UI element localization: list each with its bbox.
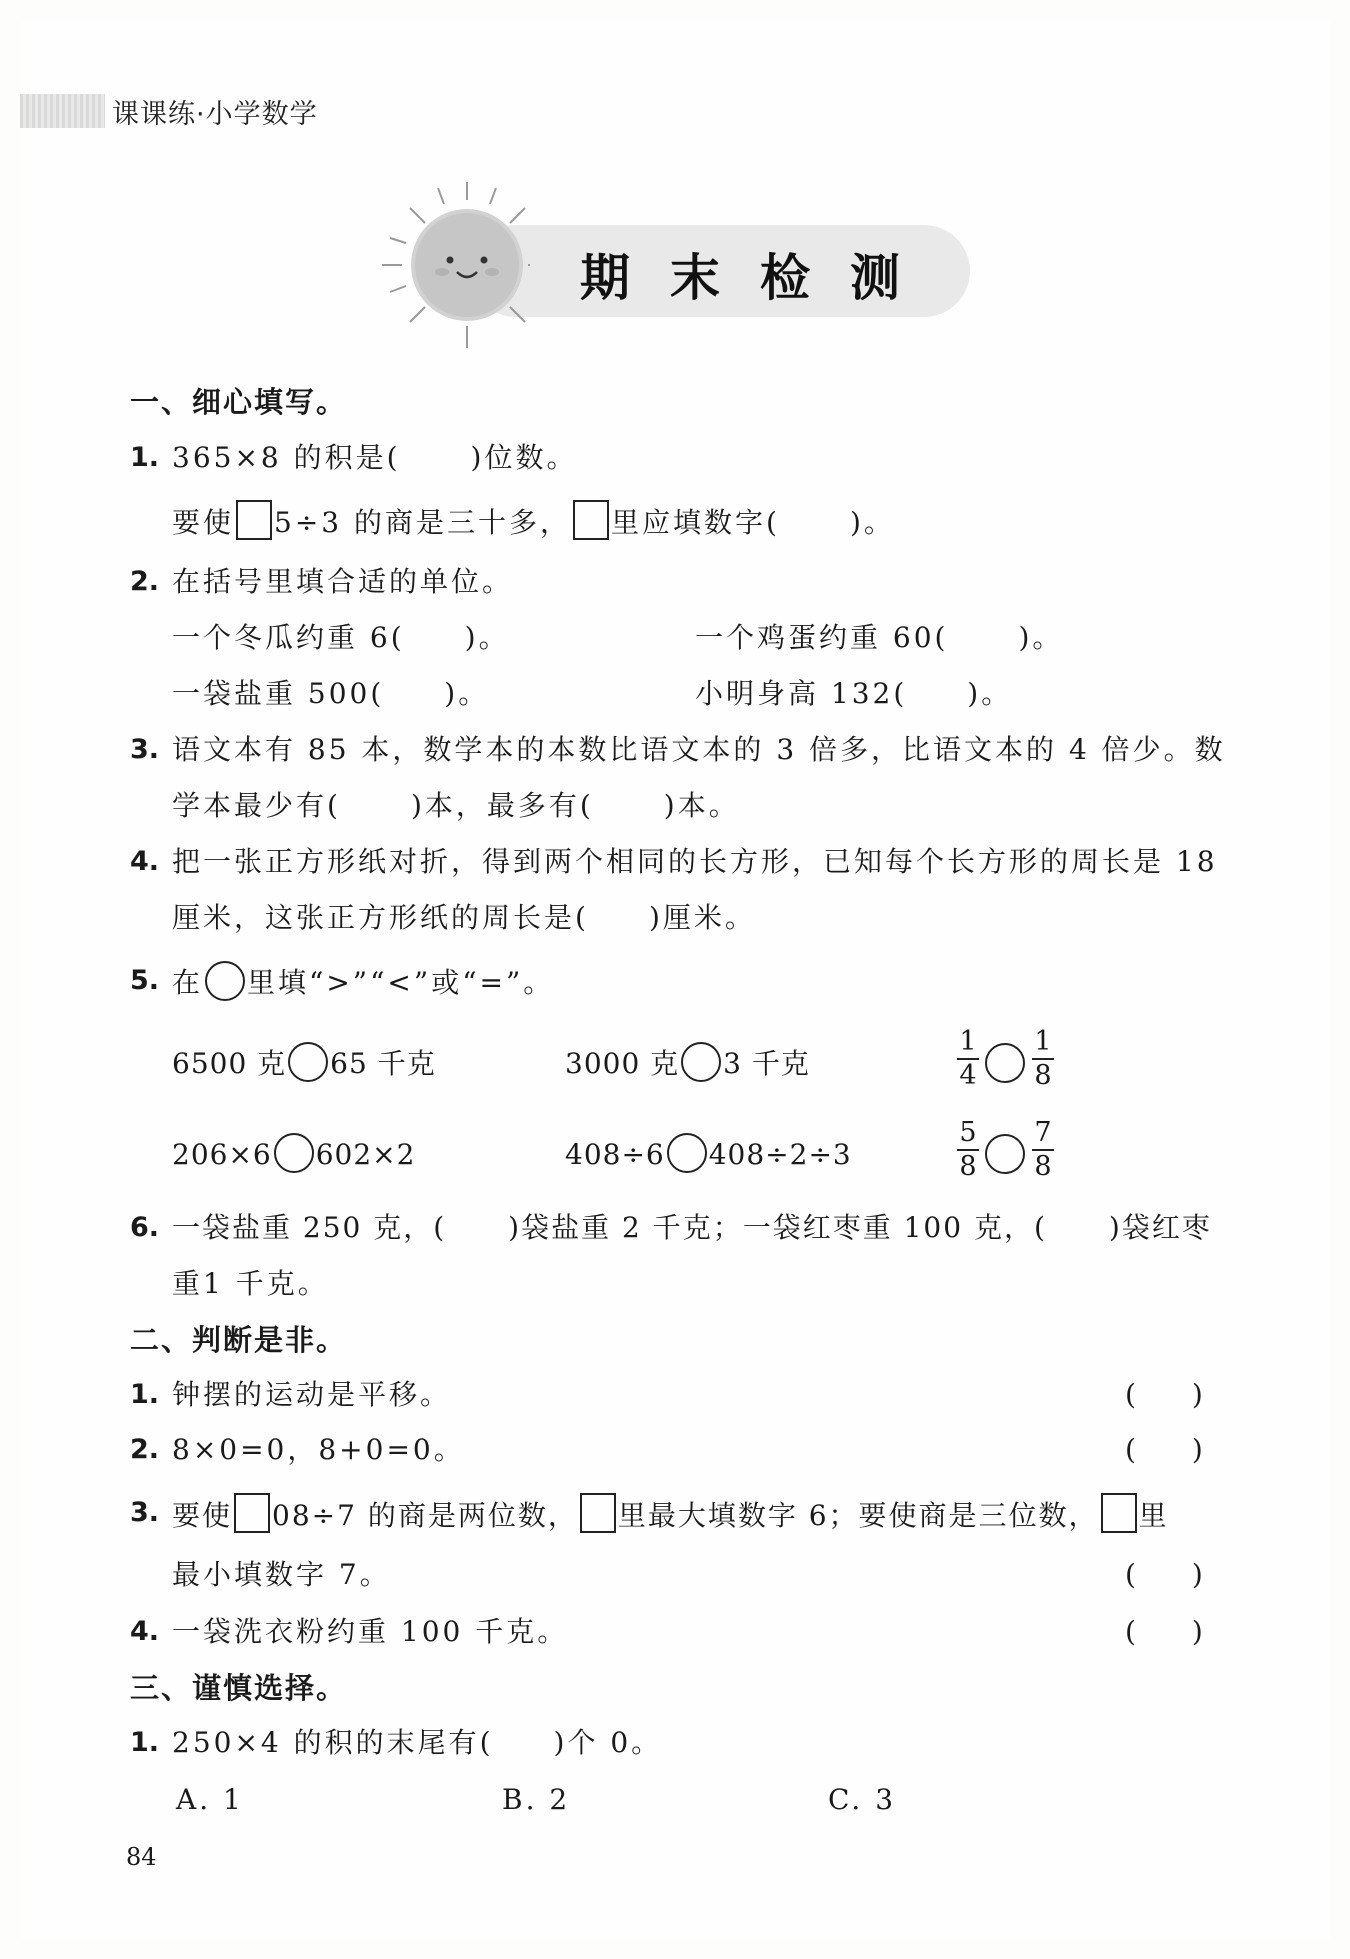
- q1-2-c-text: 一袋盐重 500(: [172, 677, 385, 710]
- sun-icon: [370, 180, 530, 350]
- page-title: 期末检测: [580, 249, 940, 307]
- q1-4-b: )厘米。: [648, 901, 756, 934]
- blank-box[interactable]: [573, 500, 609, 540]
- q1-5-number: 5.: [130, 965, 160, 996]
- q1-3-line2: [172, 786, 740, 826]
- q2-4-text: 一袋洗衣粉约重 100 千克。: [172, 1615, 569, 1648]
- compare-circle[interactable]: [288, 1042, 328, 1082]
- q1-1-text-a: 365×8 的积是(: [172, 441, 401, 474]
- cmp-b-left: 3000 克: [565, 1047, 680, 1080]
- compare-row-2a: [172, 1133, 415, 1175]
- q2-3-d: 里: [1138, 1499, 1169, 1532]
- compare-row-2b: [565, 1133, 852, 1175]
- compare-circle[interactable]: [985, 1043, 1025, 1083]
- compare-circle[interactable]: [274, 1133, 314, 1173]
- fraction-1-4: [955, 1027, 981, 1091]
- q1-3-a: 学本最少有(: [172, 789, 341, 822]
- fraction-1-8: [1030, 1027, 1056, 1091]
- q1-3-number: 3.: [130, 734, 160, 765]
- q1-4-a: 厘米，这张正方形纸的周长是(: [172, 901, 589, 934]
- q2-3-c: 里最大填数字 6；要使商是三位数，: [617, 1499, 1099, 1532]
- page-number: 84: [126, 1843, 157, 1871]
- q1-2-c-end: )。: [444, 677, 490, 710]
- q2-1-text: 钟摆的运动是平移。: [172, 1378, 452, 1411]
- q2-2-number: 2.: [130, 1434, 160, 1465]
- frac-den: 4: [959, 1060, 977, 1091]
- q1-5-text: [172, 961, 554, 1003]
- q2-3-line1: [172, 1493, 1169, 1536]
- q3-1-b: )个 0。: [553, 1726, 663, 1759]
- answer-paren[interactable]: ( ): [1125, 1433, 1203, 1466]
- cmp-b-right: 3 千克: [723, 1047, 810, 1080]
- q2-4-number: 4.: [130, 1616, 160, 1647]
- fraction-5-8: [955, 1118, 981, 1182]
- q1-6-line1: [172, 1208, 1212, 1248]
- q1-4-number: 4.: [130, 846, 160, 877]
- q2-3-line2: 最小填数字 7。: [172, 1558, 391, 1591]
- blank-box[interactable]: [234, 1493, 270, 1533]
- q1-2-b: [695, 618, 1063, 658]
- q1-2-d: [695, 674, 1012, 714]
- section-2-title: 二、判断是非。: [130, 1323, 348, 1357]
- q1-1-text-f: )。: [849, 506, 895, 539]
- title-banner: [370, 180, 980, 350]
- q1-1-text-c: 要使: [172, 506, 235, 539]
- q3-1-text: [172, 1723, 662, 1763]
- q1-3-line1: 语文本有 85 本，数学本的本数比语文本的 3 倍多，比语文本的 4 倍少。数: [172, 733, 1226, 766]
- q1-2-a: [172, 618, 510, 658]
- cmp-e-left: 408÷6: [565, 1138, 665, 1171]
- q1-6-c: )袋红枣: [1108, 1211, 1212, 1244]
- option-a[interactable]: A. 1: [176, 1783, 244, 1816]
- q1-2-text: 在括号里填合适的单位。: [172, 565, 514, 598]
- option-c[interactable]: C. 3: [828, 1783, 897, 1816]
- q1-2-c: [172, 674, 489, 714]
- q1-5-t1: 在: [172, 966, 204, 999]
- q1-2-b-end: )。: [1018, 621, 1064, 654]
- blank-box[interactable]: [236, 500, 272, 540]
- frac-num: 7: [1034, 1117, 1052, 1148]
- q1-1-line1: [172, 438, 577, 478]
- q1-3-b: )本，最多有(: [410, 789, 594, 822]
- q2-1-number: 1.: [130, 1379, 160, 1410]
- header-title: 课课练·小学数学: [112, 99, 318, 130]
- compare-circle: [205, 961, 245, 1001]
- compare-circle[interactable]: [681, 1042, 721, 1082]
- q1-6-line2: 重1 千克。: [172, 1267, 329, 1300]
- frac-den: 8: [1034, 1060, 1052, 1091]
- q1-6-a: 一袋盐重 250 克，(: [172, 1211, 447, 1244]
- frac-den: 8: [1034, 1151, 1052, 1182]
- answer-paren[interactable]: ( ): [1125, 1558, 1203, 1591]
- q1-2-number: 2.: [130, 566, 160, 597]
- q1-1-text-d: 5÷3 的商是三十多，: [274, 506, 572, 539]
- option-b[interactable]: B. 2: [502, 1783, 571, 1816]
- q3-1-a: 250×4 的积的末尾有(: [172, 1726, 494, 1759]
- cmp-d-left: 206×6: [172, 1138, 272, 1171]
- compare-row-1b: [565, 1042, 810, 1084]
- q1-1-text-b: )位数。: [470, 441, 578, 474]
- q1-2-b-text: 一个鸡蛋约重 60(: [695, 621, 949, 654]
- compare-row-1a: [172, 1042, 436, 1084]
- q1-2-d-text: 小明身高 132(: [695, 677, 908, 710]
- blank-box[interactable]: [580, 1493, 616, 1533]
- q2-3-b: 08÷7 的商是两位数，: [272, 1499, 578, 1532]
- q1-4-line1: 把一张正方形纸对折，得到两个相同的长方形，已知每个长方形的周长是 18: [172, 845, 1218, 878]
- frac-num: 1: [1034, 1026, 1052, 1057]
- q1-2-d-end: )。: [967, 677, 1013, 710]
- q1-6-number: 6.: [130, 1212, 160, 1243]
- fraction-7-8: [1030, 1118, 1056, 1182]
- q1-6-b: )袋盐重 2 千克；一袋红枣重 100 克，(: [508, 1211, 1047, 1244]
- q1-2-a-end: )。: [464, 621, 510, 654]
- q1-2-a-text: 一个冬瓜约重 6(: [172, 621, 405, 654]
- section-3-title: 三、谨慎选择。: [130, 1671, 348, 1705]
- q2-3-a: 要使: [172, 1499, 233, 1532]
- q2-3-number: 3.: [130, 1497, 160, 1528]
- frac-num: 5: [959, 1117, 977, 1148]
- q1-1-line2: [172, 500, 895, 543]
- blank-box[interactable]: [1101, 1493, 1137, 1533]
- compare-circle[interactable]: [667, 1133, 707, 1173]
- answer-paren[interactable]: ( ): [1125, 1615, 1203, 1648]
- frac-den: 8: [959, 1151, 977, 1182]
- q3-1-number: 1.: [130, 1727, 160, 1758]
- frac-num: 1: [959, 1026, 977, 1057]
- section-1-title: 一、细心填写。: [130, 385, 348, 419]
- compare-circle[interactable]: [985, 1134, 1025, 1174]
- q1-3-c: )本。: [663, 789, 740, 822]
- q2-2-text: 8×0=0，8+0=0。: [172, 1433, 465, 1466]
- cmp-e-right: 408÷2÷3: [708, 1138, 852, 1171]
- q1-1-text-e: 里应填数字(: [611, 506, 780, 539]
- cmp-a-left: 6500 克: [172, 1047, 287, 1080]
- q1-5-t2: 里填“>”“<”或“=”。: [247, 966, 555, 999]
- cmp-d-right: 602×2: [315, 1138, 416, 1171]
- q1-1-number: 1.: [130, 442, 160, 473]
- q1-4-line2: [172, 898, 756, 938]
- answer-paren[interactable]: ( ): [1125, 1378, 1203, 1411]
- cmp-a-right: 65 千克: [330, 1047, 436, 1080]
- header-band: [20, 94, 105, 128]
